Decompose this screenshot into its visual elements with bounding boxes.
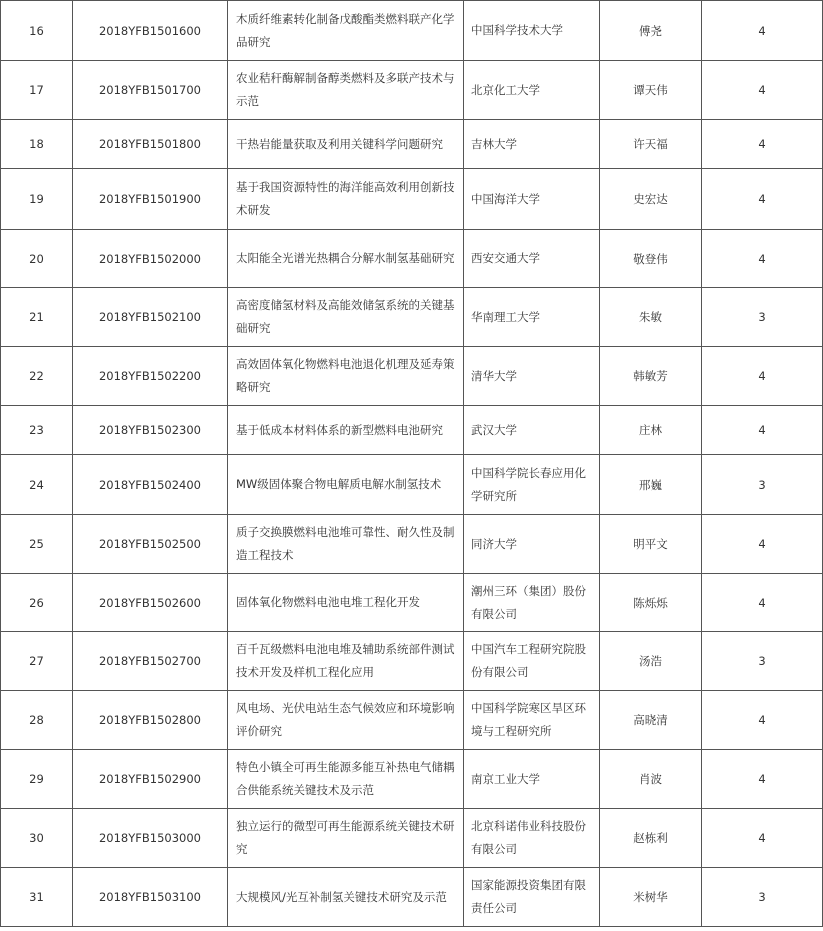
project-code: 2018YFB1502500 (73, 515, 228, 574)
row-number: 31 (1, 868, 73, 927)
row-number: 30 (1, 809, 73, 868)
lead-organization: 武汉大学 (464, 406, 600, 455)
task-count: 4 (702, 120, 823, 169)
project-name: 质子交换膜燃料电池堆可靠性、耐久性及制造工程技术 (228, 515, 464, 574)
table-row (1, 61, 823, 120)
project-leader: 高晓清 (600, 691, 702, 750)
row-number: 26 (1, 574, 73, 632)
task-count: 4 (702, 574, 823, 632)
task-count: 4 (702, 406, 823, 455)
project-code: 2018YFB1502400 (73, 455, 228, 515)
project-leader: 许天福 (600, 120, 702, 169)
project-name: 百千瓦级燃料电池电堆及辅助系统部件测试技术开发及样机工程化应用 (228, 632, 464, 691)
project-code: 2018YFB1503100 (73, 868, 228, 927)
project-leader: 邢巍 (600, 455, 702, 515)
project-name: 大规模风/光互补制氢关键技术研究及示范 (228, 868, 464, 927)
lead-organization: 潮州三环（集团）股份有限公司 (464, 574, 600, 632)
table-row (1, 169, 823, 230)
table-row (1, 750, 823, 809)
project-leader: 谭天伟 (600, 61, 702, 120)
table-row (1, 809, 823, 868)
row-number: 17 (1, 61, 73, 120)
lead-organization: 西安交通大学 (464, 230, 600, 288)
task-count: 4 (702, 1, 823, 61)
task-count: 4 (702, 347, 823, 406)
table-body (1, 1, 823, 927)
row-number: 22 (1, 347, 73, 406)
project-leader: 韩敏芳 (600, 347, 702, 406)
table-row (1, 288, 823, 347)
project-leader: 肖波 (600, 750, 702, 809)
task-count: 4 (702, 515, 823, 574)
project-code: 2018YFB1501600 (73, 1, 228, 61)
project-code: 2018YFB1501800 (73, 120, 228, 169)
project-leader: 朱敏 (600, 288, 702, 347)
project-name: 木质纤维素转化制备戊酸酯类燃料联产化学品研究 (228, 1, 464, 61)
project-code: 2018YFB1502100 (73, 288, 228, 347)
table-row (1, 347, 823, 406)
row-number: 20 (1, 230, 73, 288)
project-name: 农业秸秆酶解制备醇类燃料及多联产技术与示范 (228, 61, 464, 120)
lead-organization: 华南理工大学 (464, 288, 600, 347)
row-number: 28 (1, 691, 73, 750)
table-row (1, 120, 823, 169)
project-name: MW级固体聚合物电解质电解水制氢技术 (228, 455, 464, 515)
lead-organization: 中国科学技术大学 (464, 1, 600, 61)
task-count: 3 (702, 632, 823, 691)
project-name: 基于我国资源特性的海洋能高效利用创新技术研发 (228, 169, 464, 230)
project-name: 高效固体氧化物燃料电池退化机理及延寿策略研究 (228, 347, 464, 406)
task-count: 4 (702, 169, 823, 230)
table-row (1, 691, 823, 750)
project-leader: 明平文 (600, 515, 702, 574)
project-leader: 陈烁烁 (600, 574, 702, 632)
table-row (1, 632, 823, 691)
project-name: 风电场、光伏电站生态气候效应和环境影响评价研究 (228, 691, 464, 750)
lead-organization: 北京化工大学 (464, 61, 600, 120)
project-leader: 傅尧 (600, 1, 702, 61)
table-row (1, 868, 823, 927)
project-name: 独立运行的微型可再生能源系统关键技术研究 (228, 809, 464, 868)
row-number: 18 (1, 120, 73, 169)
row-number: 21 (1, 288, 73, 347)
table-row (1, 574, 823, 632)
table-row (1, 455, 823, 515)
task-count: 4 (702, 750, 823, 809)
task-count: 4 (702, 691, 823, 750)
lead-organization: 中国科学院寒区旱区环境与工程研究所 (464, 691, 600, 750)
lead-organization: 中国海洋大学 (464, 169, 600, 230)
lead-organization: 中国汽车工程研究院股份有限公司 (464, 632, 600, 691)
project-code: 2018YFB1501700 (73, 61, 228, 120)
project-name: 特色小镇全可再生能源多能互补热电气储耦合供能系统关键技术及示范 (228, 750, 464, 809)
lead-organization: 清华大学 (464, 347, 600, 406)
project-code: 2018YFB1502600 (73, 574, 228, 632)
project-code: 2018YFB1501900 (73, 169, 228, 230)
project-name: 太阳能全光谱光热耦合分解水制氢基础研究 (228, 230, 464, 288)
project-leader: 汤浩 (600, 632, 702, 691)
lead-organization: 国家能源投资集团有限责任公司 (464, 868, 600, 927)
project-name: 基于低成本材料体系的新型燃料电池研究 (228, 406, 464, 455)
project-code: 2018YFB1502900 (73, 750, 228, 809)
lead-organization: 北京科诺伟业科技股份有限公司 (464, 809, 600, 868)
project-leader: 敬登伟 (600, 230, 702, 288)
row-number: 29 (1, 750, 73, 809)
lead-organization: 吉林大学 (464, 120, 600, 169)
task-count: 4 (702, 809, 823, 868)
project-name: 高密度储氢材料及高能效储氢系统的关键基础研究 (228, 288, 464, 347)
project-leader: 米树华 (600, 868, 702, 927)
row-number: 25 (1, 515, 73, 574)
project-leader: 庄林 (600, 406, 702, 455)
project-name: 干热岩能量获取及利用关键科学问题研究 (228, 120, 464, 169)
project-code: 2018YFB1502000 (73, 230, 228, 288)
lead-organization: 中国科学院长春应用化学研究所 (464, 455, 600, 515)
table-row (1, 406, 823, 455)
lead-organization: 南京工业大学 (464, 750, 600, 809)
project-leader: 史宏达 (600, 169, 702, 230)
row-number: 19 (1, 169, 73, 230)
row-number: 16 (1, 1, 73, 61)
project-code: 2018YFB1502300 (73, 406, 228, 455)
row-number: 24 (1, 455, 73, 515)
row-number: 23 (1, 406, 73, 455)
task-count: 3 (702, 868, 823, 927)
lead-organization: 同济大学 (464, 515, 600, 574)
row-number: 27 (1, 632, 73, 691)
task-count: 4 (702, 61, 823, 120)
project-code: 2018YFB1502700 (73, 632, 228, 691)
table-row (1, 515, 823, 574)
project-leader: 赵栋利 (600, 809, 702, 868)
task-count: 4 (702, 230, 823, 288)
project-code: 2018YFB1502200 (73, 347, 228, 406)
table-row (1, 230, 823, 288)
project-name: 固体氧化物燃料电池电堆工程化开发 (228, 574, 464, 632)
project-code: 2018YFB1502800 (73, 691, 228, 750)
project-code: 2018YFB1503000 (73, 809, 228, 868)
task-count: 3 (702, 288, 823, 347)
task-count: 3 (702, 455, 823, 515)
table-row (1, 1, 823, 61)
